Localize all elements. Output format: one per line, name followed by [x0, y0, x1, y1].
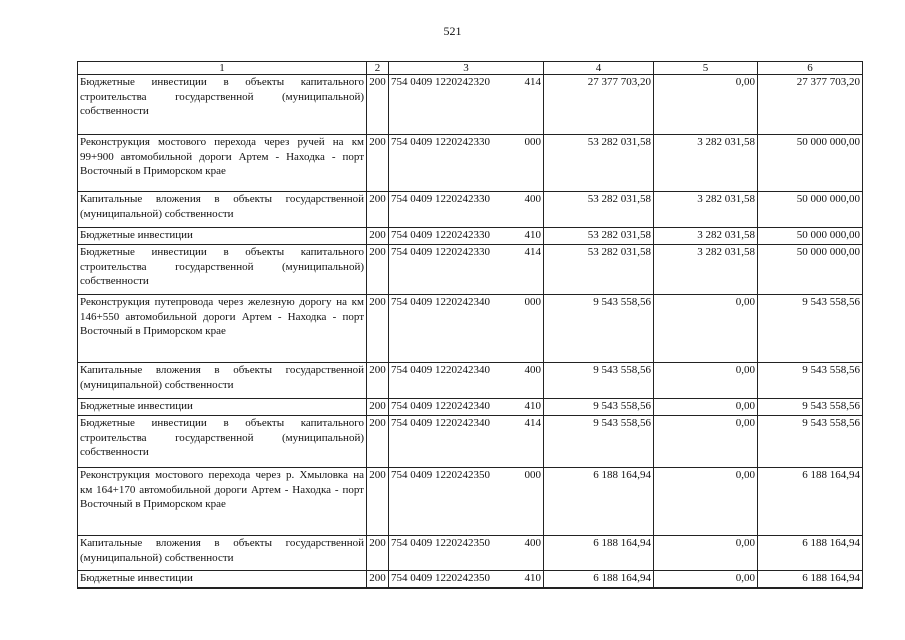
- row-name: Капитальные вложения в объекты государственной (муниципальной) собственности: [78, 363, 367, 399]
- row-code: 754 0409 1220242330: [391, 193, 490, 205]
- row-value-6: 50 000 000,00: [758, 135, 863, 192]
- row-name: Бюджетные инвестиции: [78, 228, 367, 245]
- row-value-4: 53 282 031,58: [544, 192, 654, 228]
- row-level: 200: [367, 468, 389, 536]
- row-value-5: 0,00: [654, 295, 758, 363]
- row-code-cell: [389, 363, 544, 399]
- row-value-4: 6 188 164,94: [544, 571, 654, 588]
- table-row: [78, 192, 863, 228]
- row-level: 200: [367, 536, 389, 571]
- row-kind: 414: [524, 417, 541, 429]
- table-row: [78, 75, 863, 135]
- row-level: 200: [367, 416, 389, 468]
- table-row: [78, 135, 863, 192]
- row-name: Реконструкция мостового перехода через ручей на км 99+900 автомобильной дороги Артем - Находка - порт Восточный в Приморском крае: [78, 135, 367, 192]
- row-value-5: 0,00: [654, 363, 758, 399]
- row-kind: 414: [524, 246, 541, 258]
- row-kind: 410: [524, 229, 541, 241]
- table-row: [78, 228, 863, 245]
- row-code-cell: [389, 416, 544, 468]
- row-value-6: 50 000 000,00: [758, 228, 863, 245]
- column-header: 1: [78, 62, 367, 75]
- row-value-5: 0,00: [654, 75, 758, 135]
- row-code: 754 0409 1220242340: [391, 417, 490, 429]
- row-code-cell: [389, 75, 544, 135]
- row-code: 754 0409 1220242350: [391, 537, 490, 549]
- table-row: [78, 399, 863, 416]
- row-name: Бюджетные инвестиции в объекты капитального строительства государственной (муниципальной) собственности: [78, 245, 367, 295]
- row-code-cell: [389, 399, 544, 416]
- row-kind: 410: [524, 572, 541, 584]
- page-number: 521: [443, 24, 462, 38]
- row-kind: 410: [524, 400, 541, 412]
- table-row: [78, 468, 863, 536]
- row-code-cell: [389, 468, 544, 536]
- row-value-5: 3 282 031,58: [654, 228, 758, 245]
- row-kind: 400: [524, 193, 541, 205]
- row-code: 754 0409 1220242330: [391, 229, 490, 241]
- row-code-cell: [389, 536, 544, 571]
- row-value-4: 27 377 703,20: [544, 75, 654, 135]
- row-name: Капитальные вложения в объекты государственной (муниципальной) собственности: [78, 536, 367, 571]
- row-value-5: 0,00: [654, 399, 758, 416]
- row-kind: 000: [524, 296, 541, 308]
- row-level: 200: [367, 399, 389, 416]
- row-value-6: 6 188 164,94: [758, 468, 863, 536]
- row-level: 200: [367, 228, 389, 245]
- table-header-row: [78, 62, 863, 75]
- column-header: 3: [389, 62, 544, 75]
- row-value-4: 53 282 031,58: [544, 245, 654, 295]
- row-code-cell: [389, 228, 544, 245]
- row-value-6: 9 543 558,56: [758, 363, 863, 399]
- row-value-6: 50 000 000,00: [758, 192, 863, 228]
- row-value-5: 0,00: [654, 536, 758, 571]
- row-code: 754 0409 1220242350: [391, 572, 490, 584]
- row-code-cell: [389, 192, 544, 228]
- row-kind: 000: [524, 469, 541, 481]
- row-value-6: 9 543 558,56: [758, 399, 863, 416]
- row-level: 200: [367, 571, 389, 588]
- column-header: 5: [654, 62, 758, 75]
- row-name: Реконструкция мостового перехода через р. Хмыловка на км 164+170 автомобильной дороги Артем - Находка - порт Восточный в Приморском крае: [78, 468, 367, 536]
- row-level: 200: [367, 135, 389, 192]
- row-code: 754 0409 1220242350: [391, 469, 490, 481]
- row-level: 200: [367, 245, 389, 295]
- row-level: 200: [367, 192, 389, 228]
- row-value-5: 0,00: [654, 571, 758, 588]
- row-value-6: 6 188 164,94: [758, 571, 863, 588]
- row-code: 754 0409 1220242340: [391, 400, 490, 412]
- row-value-6: 9 543 558,56: [758, 295, 863, 363]
- row-level: 200: [367, 363, 389, 399]
- row-name: Бюджетные инвестиции: [78, 571, 367, 588]
- row-kind: 000: [524, 136, 541, 148]
- row-name: Бюджетные инвестиции: [78, 399, 367, 416]
- row-name: Бюджетные инвестиции в объекты капитального строительства государственной (муниципальной) собственности: [78, 416, 367, 468]
- row-value-4: 9 543 558,56: [544, 416, 654, 468]
- row-value-4: 53 282 031,58: [544, 228, 654, 245]
- row-kind: 400: [524, 364, 541, 376]
- row-code: 754 0409 1220242340: [391, 296, 490, 308]
- table-row: [78, 536, 863, 571]
- row-value-5: 3 282 031,58: [654, 192, 758, 228]
- row-value-4: 9 543 558,56: [544, 295, 654, 363]
- column-header: 2: [367, 62, 389, 75]
- row-kind: 414: [524, 76, 541, 88]
- row-level: 200: [367, 75, 389, 135]
- row-name: Бюджетные инвестиции в объекты капитального строительства государственной (муниципальной) собственности: [78, 75, 367, 135]
- row-code-cell: [389, 571, 544, 588]
- row-value-4: 6 188 164,94: [544, 468, 654, 536]
- table-row: [78, 295, 863, 363]
- row-code: 754 0409 1220242320: [391, 76, 490, 88]
- row-value-6: 50 000 000,00: [758, 245, 863, 295]
- row-code-cell: [389, 245, 544, 295]
- row-code: 754 0409 1220242330: [391, 246, 490, 258]
- row-code-cell: [389, 295, 544, 363]
- row-value-5: 0,00: [654, 416, 758, 468]
- column-header: 6: [758, 62, 863, 75]
- table-row: [78, 363, 863, 399]
- row-value-6: 27 377 703,20: [758, 75, 863, 135]
- row-name: Капитальные вложения в объекты государственной (муниципальной) собственности: [78, 192, 367, 228]
- budget-table: [77, 61, 863, 589]
- row-code: 754 0409 1220242340: [391, 364, 490, 376]
- column-header: 4: [544, 62, 654, 75]
- row-code-cell: [389, 135, 544, 192]
- row-code: 754 0409 1220242330: [391, 136, 490, 148]
- row-value-5: 3 282 031,58: [654, 245, 758, 295]
- table-row: [78, 245, 863, 295]
- row-value-5: 0,00: [654, 468, 758, 536]
- row-level: 200: [367, 295, 389, 363]
- row-value-6: 6 188 164,94: [758, 536, 863, 571]
- row-value-4: 6 188 164,94: [544, 536, 654, 571]
- row-value-6: 9 543 558,56: [758, 416, 863, 468]
- row-name: Реконструкция путепровода через железную дорогу на км 146+550 автомобильной дороги Артем - Находка - порт Восточный в Приморском крае: [78, 295, 367, 363]
- row-value-4: 9 543 558,56: [544, 363, 654, 399]
- row-value-5: 3 282 031,58: [654, 135, 758, 192]
- row-kind: 400: [524, 537, 541, 549]
- row-value-4: 53 282 031,58: [544, 135, 654, 192]
- row-value-4: 9 543 558,56: [544, 399, 654, 416]
- table-row: [78, 571, 863, 588]
- table-row: [78, 416, 863, 468]
